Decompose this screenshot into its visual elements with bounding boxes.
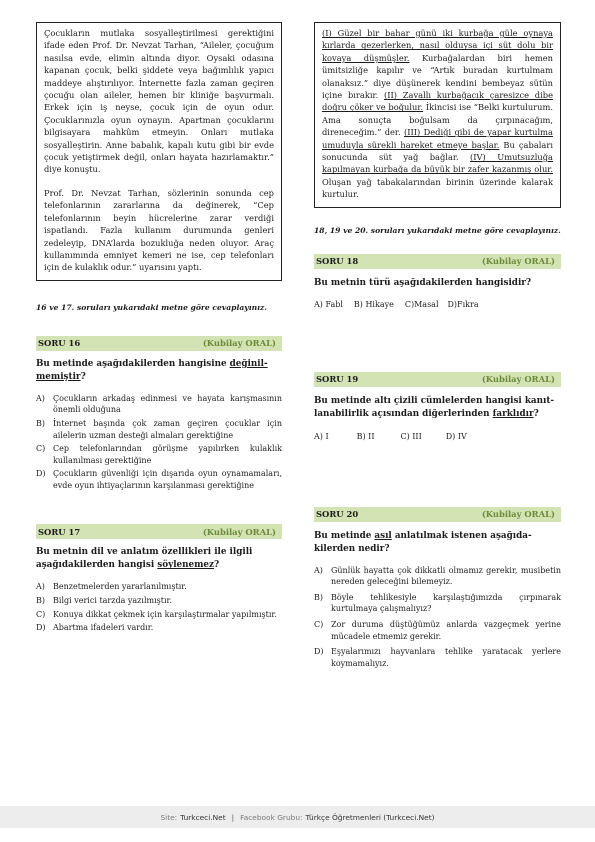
question-20-header bbox=[314, 507, 561, 522]
passage-2-part-3: Bu çabaları sonucunda süt yağ bağlar. bbox=[322, 139, 553, 163]
left-column bbox=[36, 22, 282, 636]
footer-group-link[interactable]: Türkçe Öğretmenleri (Turkceci.Net) bbox=[305, 812, 435, 822]
option-text: Günlük hayatta çok dikkatli olmamız gerekir, musibetin nereden geleceğini bilemeyiz. bbox=[331, 565, 561, 587]
question-16-header bbox=[36, 336, 282, 351]
passage-2-part-4: Oluşan yağ tabakalarından birinin üzerinde kalarak kurtulur. bbox=[322, 176, 553, 200]
option-key: D) bbox=[36, 623, 46, 633]
question-20-emphasis: asıl bbox=[374, 530, 392, 541]
right-column bbox=[314, 22, 561, 671]
question-19-options bbox=[314, 432, 561, 441]
question-19-author: (Kubilay ORAL) bbox=[481, 374, 555, 385]
passage-1-paragraph-1: Çocukların mutlaka sosyalleştirilmesi gerektiğini ifade eden Prof. Dr. Nevzat Tarhan, “Aileler, çocuğum nasılsa evde, elimin altında diyor. Oysaki odasına kapanan çocuk, belki şiddete veya bağımlılık yapıcı maddeye alıştırılıyor. İnternette fazla zaman geçiren çocuğu olan aileler, hemen bir kliniğe başvurmalı. Erkek için iş neyse, çocuk için de oyun odur. Çocuklarınızla oyun oynayın. Apartman çocuklarını bilgisayara mahkûm etmeyin. Onları mutlaka sosyalleştirin. Anne babalık, kapalı kutu gibi bir evde çocuk yetiştirmek değil, onları hayata hazırlamaktır.” diye konuştu. bbox=[44, 28, 274, 175]
question-17-number: SORU 17 bbox=[38, 526, 81, 537]
footer-site-label: Site: bbox=[160, 812, 178, 822]
option-19-c[interactable]: C) III bbox=[400, 431, 422, 441]
question-18-options bbox=[314, 300, 561, 309]
passage-2-part-1: Kurbağalardan biri hemen ümitsizliğe kapılır ve “Artık buradan kurtulmam olanaksız.” diye düşünerek kendini bembeyaz sütün içine bırakır. bbox=[322, 52, 553, 101]
option-key: C) bbox=[36, 609, 46, 619]
question-17-author: (Kubilay ORAL) bbox=[202, 526, 276, 537]
footer-site-link[interactable]: Turkceci.Net bbox=[180, 812, 226, 822]
passage-2-part-2: İkincisi ise “Belki kurtulurum. Ama sonuçta boğulsam da çırpınacağım, direneceğim.” der. bbox=[322, 102, 553, 138]
question-19-emphasis: farklıdır bbox=[492, 408, 534, 419]
option-key: B) bbox=[314, 592, 323, 602]
option-17-b[interactable] bbox=[36, 595, 282, 607]
passage-box-1 bbox=[36, 22, 282, 281]
question-17-text-part: Bu metnin dil ve anlatım özellikleri ile ilgili aşağıdakilerden hangisi bbox=[36, 547, 253, 571]
question-16-author: (Kubilay ORAL) bbox=[202, 338, 276, 349]
question-20-options bbox=[314, 565, 561, 670]
option-key: A) bbox=[314, 565, 323, 575]
question-18-text: Bu metnin türü aşağıdakilerden hangisidir? bbox=[314, 277, 532, 288]
question-16-emphasis: değinilmemiştir bbox=[36, 358, 268, 382]
option-text: Bilgi verici tarzda yazılmıştır. bbox=[53, 596, 173, 606]
option-text: Eşyalarımızı hayvanlara tehlike yaratacak yerlere koymamalıyız. bbox=[331, 647, 561, 668]
passage-1-paragraph-2: Prof. Dr. Nevzat Tarhan, sözlerinin sonunda cep telefonlarının zararlarına da değinerek, “Cep telefonlarının beyin hücrelerine zarar verdiği ispatlandı. Fazla kullanım durumunda genleri zedeleyip, DNA’larda bozukluğa neden oluyor. Araç kullanımında emniyet kemeri ne ise, cep telefonları için de kulaklık odur.” uyarısını yaptı. bbox=[44, 187, 274, 273]
option-18-a[interactable]: A) Fabl bbox=[314, 299, 343, 309]
question-17-emphasis: söylenemez bbox=[157, 560, 215, 571]
option-17-a[interactable] bbox=[36, 581, 282, 593]
question-20-text-rest: anlatılmak istenen aşağıdakilerden nedir? bbox=[314, 530, 532, 554]
sentence-i: (I) Güzel bir bahar günü iki kurbağa güle oynaya kırlarda gezerlerken, nasıl olduysa içi süt dolu bir kovaya düşmüşler. bbox=[322, 28, 553, 63]
question-17-text bbox=[36, 546, 282, 572]
passage-box-2 bbox=[314, 22, 561, 208]
option-20-b[interactable] bbox=[314, 592, 561, 615]
option-18-b[interactable]: B) Hikaye bbox=[353, 299, 394, 309]
option-text: Cep telefonlarından görüşme yapılırken kulaklık kullanılması gerektiğine bbox=[53, 444, 282, 465]
sentence-iv: (IV) Umutsuzluğa kapılmayan kurbağa da büyük bir zafer kazanmış olur. bbox=[322, 152, 553, 175]
option-key: D) bbox=[314, 647, 324, 657]
option-20-c[interactable] bbox=[314, 619, 561, 642]
option-text: Zor duruma düştüğümüz anlarda vazgeçmek yerine mücadele etmemiz gerekir. bbox=[331, 620, 561, 641]
option-text: Çocukların güvenliği için dışarıda oyun oynamamaları, evde oyun ihtiyaçlarının karşılanması gerektiğine bbox=[53, 469, 282, 490]
question-17-mark: ? bbox=[214, 560, 220, 571]
option-16-b[interactable] bbox=[36, 418, 282, 441]
question-20-text bbox=[314, 530, 561, 556]
option-19-d[interactable]: D) IV bbox=[445, 431, 467, 441]
option-18-d[interactable]: D)Fıkra bbox=[447, 299, 479, 309]
question-19-number: SORU 19 bbox=[316, 374, 359, 385]
question-16-text bbox=[36, 358, 282, 384]
option-text: Abartma ifadeleri vardır. bbox=[53, 623, 154, 633]
question-19-header bbox=[314, 372, 561, 387]
option-text: Benzetmelerden yararlanılmıştır. bbox=[53, 582, 187, 592]
passage-2-text bbox=[322, 27, 553, 201]
sentence-iii: (III) Dediği gibi de yapar kurtulma umuduyla sürekli hareket etmeye başlar. bbox=[322, 127, 553, 150]
option-text: Konuya dikkat çekmek için karşılaştırmalar yapılmıştır. bbox=[53, 609, 277, 619]
option-19-a[interactable]: A) I bbox=[314, 431, 329, 441]
footer-group-label: Facebook Grubu: bbox=[240, 812, 303, 822]
page-footer bbox=[0, 806, 595, 828]
question-17-options bbox=[36, 581, 282, 633]
option-16-d[interactable] bbox=[36, 468, 282, 491]
question-18-header bbox=[314, 254, 561, 269]
option-16-a[interactable] bbox=[36, 393, 282, 416]
sentence-ii: (II) Zavallı kurbağacık çaresizce dibe doğru çöker ve boğulur. bbox=[322, 90, 553, 113]
question-16-number: SORU 16 bbox=[38, 338, 81, 349]
option-17-d[interactable] bbox=[36, 622, 282, 634]
option-text: İnternet başında çok zaman geçiren çocuklar için ailelerin uzman desteği almaları gerektiğine bbox=[53, 418, 282, 440]
question-18-author: (Kubilay ORAL) bbox=[481, 256, 555, 267]
question-20-author: (Kubilay ORAL) bbox=[481, 509, 555, 520]
question-20-text-part: Bu metinde bbox=[314, 530, 375, 541]
option-20-a[interactable] bbox=[314, 565, 561, 588]
option-key: A) bbox=[36, 393, 45, 403]
question-20-number: SORU 20 bbox=[316, 509, 359, 520]
option-key: D) bbox=[36, 469, 46, 479]
instruction-18-20: 18, 19 ve 20. soruları yukarıdaki metne göre cevaplayınız. bbox=[314, 225, 561, 235]
question-19-text-part: Bu metinde altı çizili cümlelerden hangisi kanıtlanabilirlik açısından diğerlerinden bbox=[314, 395, 555, 419]
question-16-mark: ? bbox=[80, 371, 86, 382]
option-19-b[interactable]: B) II bbox=[356, 431, 375, 441]
option-18-c[interactable]: C)Masal bbox=[404, 299, 439, 309]
option-text: Böyle tehlikesiyle karşılaştığımızda çırpınarak kurtulmaya çalışmalıyız? bbox=[331, 592, 561, 614]
option-key: B) bbox=[36, 596, 45, 606]
option-key: C) bbox=[36, 444, 46, 454]
question-18-number: SORU 18 bbox=[316, 256, 359, 267]
footer-separator: | bbox=[231, 812, 235, 822]
question-19-mark: ? bbox=[533, 408, 539, 419]
instruction-16-17: 16 ve 17. soruları yukarıdaki metne göre cevaplayınız. bbox=[36, 302, 267, 312]
question-19-text bbox=[314, 395, 561, 421]
option-text: Çocukların arkadaş edinmesi ve hayata karışmasının önemli olduğuna bbox=[53, 393, 282, 415]
option-key: B) bbox=[36, 418, 45, 428]
option-key: C) bbox=[314, 620, 324, 630]
question-16-text-part: Bu metinde aşağıdakilerden hangisine bbox=[36, 358, 230, 369]
option-16-c[interactable] bbox=[36, 443, 282, 466]
option-key: A) bbox=[36, 582, 45, 592]
option-20-d[interactable] bbox=[314, 646, 561, 669]
question-17-header bbox=[36, 524, 282, 539]
question-16-options bbox=[36, 393, 282, 492]
option-17-c[interactable] bbox=[36, 609, 282, 621]
